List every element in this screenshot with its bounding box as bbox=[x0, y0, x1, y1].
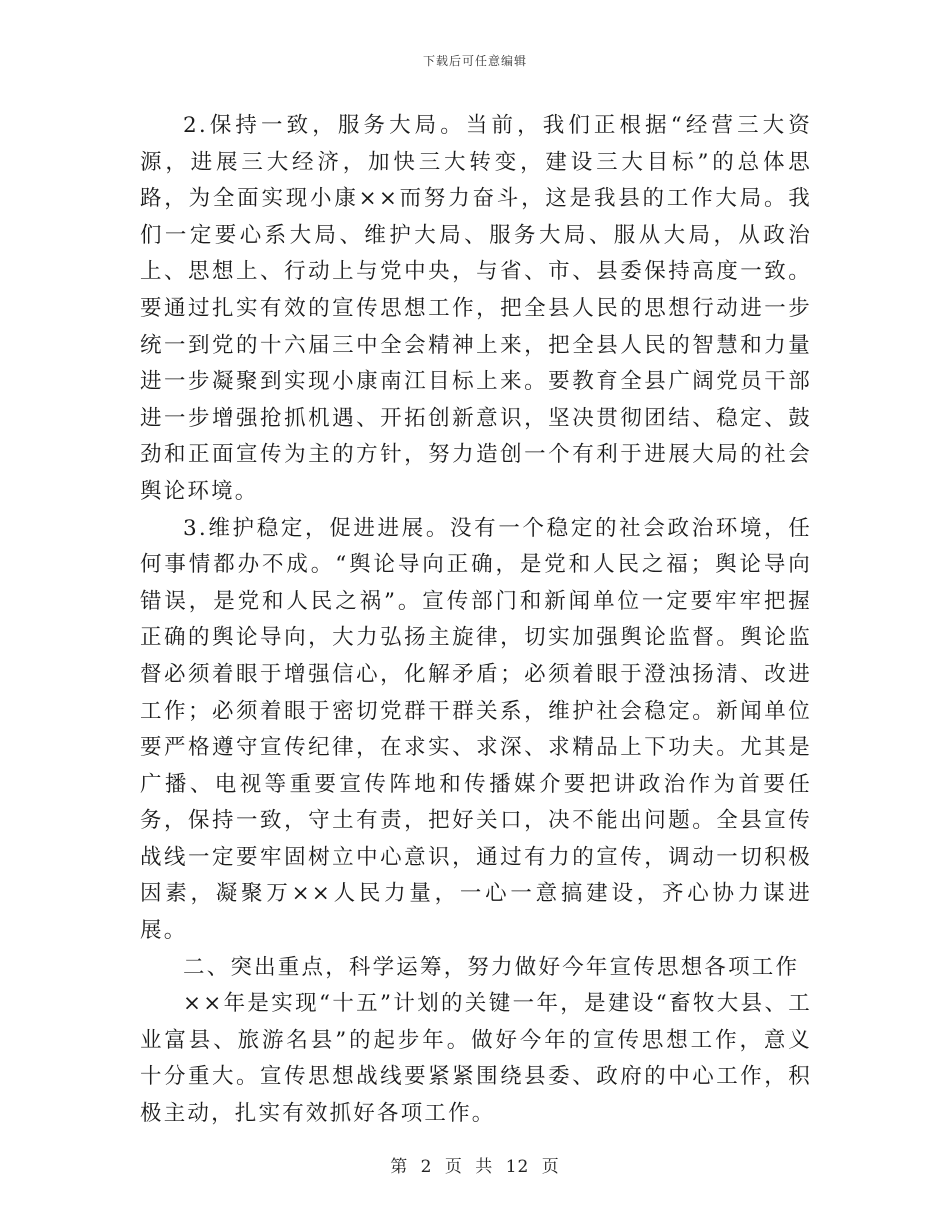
paragraph-maintain-consistency: 2.保持一致，服务大局。当前，我们正根据“经营三大资源，进展三大经济，加快三大转变，建设三大目标”的总体思路，为全面实现小康××而努力奋斗，这是我县的工作大局。我们一定要心系大局、维护大局、服务大局、服从大局，从政治上、思想上、行动上与党中央，与省、市、县委保持高度一致。要通过扎实有效的宣传思想工作，把全县人民的思想行动进一步统一到党的十六届三中全会精神上来，把全县人民的智慧和力量进一步凝聚到实现小康南江目标上来。要教育全县广阔党员干部进一步增强抢抓机遇、开拓创新意识，坚决贯彻团结、稳定、鼓劲和正面宣传为主的方针，努力造创一个有利于进展大局的社会舆论环境。 bbox=[140, 113, 812, 504]
paragraph-this-year: ××年是实现“十五”计划的关键一年，是建设“畜牧大县、工业富县、旅游名县”的起步年。做好今年的宣传思想工作，意义十分重大。宣传思想战线要紧紧围绕县委、政府的中心工作，积极主动，扎实有效抓好各项工作。 bbox=[140, 991, 812, 1127]
page-header: 下载后可任意编辑 bbox=[422, 54, 527, 68]
paragraph-maintain-stability: 3.维护稳定，促进进展。没有一个稳定的社会政治环境，任何事情都办不成。“舆论导向正确，是党和人民之福；舆论导向错误，是党和人民之祸”。宣传部门和新闻单位一定要牢牢把握正确的舆论导向，大力弘扬主旋律，切实加强舆论监督。舆论监督必须着眼于增强信心，化解矛盾；必须着眼于澄浊扬清、改进工作；必须着眼于密切党群干群关系，维护社会稳定。新闻单位要严格遵守宣传纪律，在求实、求深、求精品上下功夫。尤其是广播、电视等重要宣传阵地和传播媒介要把讲政治作为首要任务，保持一致，守土有责，把好关口，决不能出问题。全县宣传战线一定要牢固树立中心意识，通过有力的宣传，调动一切积极因素，凝聚万××人民力量，一心一意搞建设，齐心协力谋进展。 bbox=[140, 515, 812, 944]
page-number: 第 2 页 共 12 页 bbox=[390, 1157, 560, 1177]
document-body bbox=[140, 108, 812, 1133]
section-heading: 二、突出重点，科学运筹，努力做好今年宣传思想各项工作 bbox=[183, 954, 800, 980]
